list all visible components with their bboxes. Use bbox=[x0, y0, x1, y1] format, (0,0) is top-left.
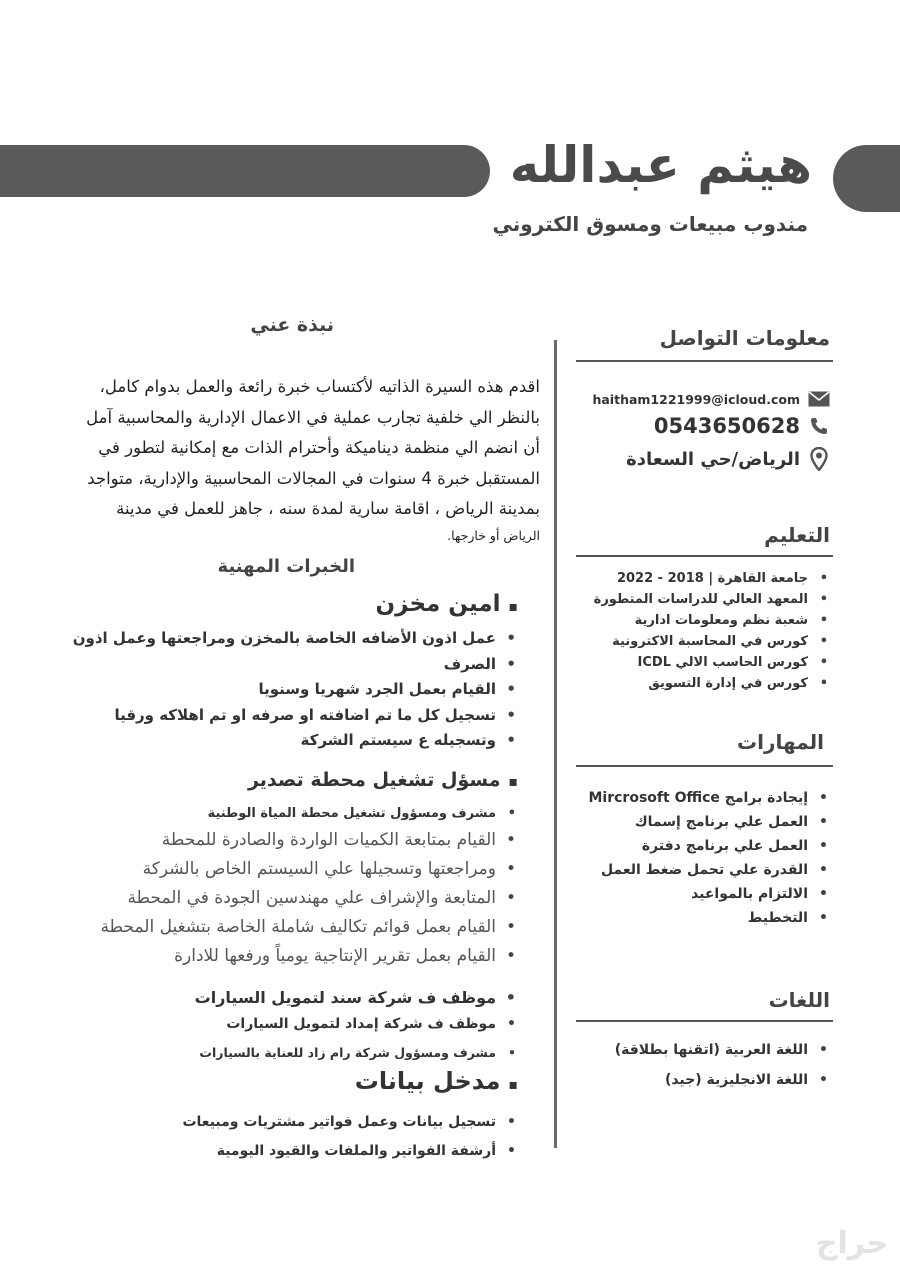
job-duty-item: • تسجيل بيانات وعمل فواتير مشتريات ومبيعات bbox=[182, 1108, 518, 1137]
skills-divider bbox=[576, 765, 833, 767]
languages-list bbox=[615, 1035, 830, 1095]
education-item: • كورس في إدارة التسويق bbox=[594, 673, 830, 694]
languages-section-title: اللغات bbox=[768, 988, 830, 1012]
about-line: المستقبل خبرة 4 سنوات في المجالات المحاسبية والإدارية، متواجد bbox=[87, 468, 540, 488]
about-text bbox=[40, 372, 540, 547]
job-duty-item: • الصرف bbox=[73, 652, 518, 678]
about-line: الرياض أو خارجها. bbox=[447, 527, 540, 543]
contact-divider bbox=[576, 360, 833, 362]
education-divider bbox=[576, 555, 833, 557]
job-duty-item: • المتابعة والإشراف علي مهندسين الجودة في المحطة bbox=[100, 884, 518, 913]
phone-icon bbox=[808, 415, 830, 437]
job-title-station: ▪ مسؤل تشغيل محطة تصدير bbox=[248, 769, 518, 791]
languages-divider bbox=[576, 1020, 833, 1022]
location-pin-icon bbox=[808, 448, 830, 470]
envelope-icon bbox=[808, 388, 830, 410]
job-duty-item: • مشرف ومسؤول تشغيل محطة المياة الوطنية bbox=[100, 802, 518, 826]
job-list-warehouse bbox=[73, 626, 518, 754]
language-item: • اللغة العربية (اتقنها بطلاقة) bbox=[615, 1035, 830, 1065]
job-list-finance bbox=[195, 984, 518, 1068]
education-item: • كورس في المحاسبة الاكترونية bbox=[594, 631, 830, 652]
job-duty-item: • وتسجيله ع سيستم الشركة bbox=[73, 728, 518, 754]
job-duty-item: • القيام بمتابعة الكميات الواردة والصادرة للمحطة bbox=[100, 826, 518, 855]
skill-item: • التخطيط bbox=[589, 906, 831, 930]
contact-email-row bbox=[592, 388, 830, 410]
job-title-warehouse: ▪ امين مخزن bbox=[376, 591, 518, 617]
job-duty-item: • القيام بعمل تقرير الإنتاجية يومياً ورفعها للادارة bbox=[100, 942, 518, 971]
job-duty-item: • تسجيل كل ما تم اضافته او صرفه او تم اهلاكه ورقيا bbox=[73, 703, 518, 729]
contact-phone-row bbox=[654, 414, 830, 438]
language-item: • اللغة الانجليزية (جيد) bbox=[615, 1065, 830, 1095]
column-divider bbox=[554, 340, 557, 1148]
education-list bbox=[594, 568, 830, 694]
about-line: بالنظر الي خلفية تجارب عملية في الاعمال الإدارية والمحاسبية آمل bbox=[86, 407, 540, 427]
job-duty-item: • مشرف ومسؤول شركة رام زاد للعناية بالسيارات bbox=[195, 1038, 518, 1068]
about-line: بمدينة الرياض ، اقامة سارية لمدة سنه ، جاهز للعمل في مدينة bbox=[116, 499, 540, 518]
education-section-title: التعليم bbox=[764, 523, 830, 547]
skills-list bbox=[589, 786, 831, 930]
skill-item: • القدرة علي تحمل ضغط العمل bbox=[589, 858, 831, 882]
job-title-data-entry: ▪ مدخل بيانات bbox=[355, 1067, 518, 1095]
contact-location-row bbox=[626, 448, 830, 470]
job-list-station bbox=[100, 802, 518, 971]
job-list-data-entry bbox=[182, 1108, 518, 1166]
candidate-name: هيثم عبدالله bbox=[509, 136, 812, 194]
header-bar-left bbox=[0, 145, 490, 197]
skills-section-title: المهارات bbox=[737, 730, 824, 754]
education-item: • شعبة نظم ومعلومات ادارية bbox=[594, 610, 830, 631]
skill-item: • العمل علي برنامج دفترة bbox=[589, 834, 831, 858]
experience-section-title: الخبرات المهنية bbox=[217, 556, 355, 577]
education-item: • المعهد العالي للدراسات المتطورة bbox=[594, 589, 830, 610]
job-duty-item: • موظف ف شركة سند لتمويل السيارات bbox=[195, 984, 518, 1011]
job-duty-item: • القيام بعمل الجرد شهريا وسنويا bbox=[73, 677, 518, 703]
job-duty-item: • أرشفة الفواتير والملفات والقيود اليومية bbox=[182, 1137, 518, 1166]
contact-email[interactable]: haitham1221999@icloud.com bbox=[592, 391, 800, 407]
skill-item: • الالتزام بالمواعيد bbox=[589, 882, 831, 906]
skill-item: • إيجادة برامج Mircrosoft Office bbox=[589, 786, 831, 810]
education-item: • جامعة القاهرة | 2018 - 2022 bbox=[594, 568, 830, 589]
skill-item: • العمل علي برنامج إسماك bbox=[589, 810, 831, 834]
about-line: أن انضم الي منظمة ديناميكة وأحترام الذات مع إمكانية لتطور في bbox=[98, 438, 540, 457]
job-duty-item: • عمل اذون الأضافه الخاصة بالمخزن ومراجعتها وعمل اذون bbox=[73, 626, 518, 652]
watermark-logo: حراج bbox=[815, 1226, 888, 1261]
job-duty-item: • ومراجعتها وتسجيلها علي السيستم الخاص بالشركة bbox=[100, 855, 518, 884]
job-duty-item: • القيام بعمل قوائم تكاليف شاملة الخاصة بتشغيل المحطة bbox=[100, 913, 518, 942]
contact-location: الرياض/حي السعادة bbox=[626, 448, 800, 470]
education-item: • كورس الحاسب الالي ICDL bbox=[594, 652, 830, 673]
job-duty-item: • موظف ف شركة إمداد لتمويل السيارات bbox=[195, 1011, 518, 1038]
candidate-job-title: مندوب مبيعات ومسوق الكتروني bbox=[492, 212, 808, 236]
contact-section-title: معلومات التواصل bbox=[659, 326, 830, 350]
about-section-title: نبذة عني bbox=[250, 314, 334, 336]
header-bar-right bbox=[833, 145, 900, 212]
contact-phone[interactable]: 0543650628 bbox=[653, 414, 800, 438]
about-line: اقدم هذه السيرة الذاتيه لأكتساب خبرة رائعة والعمل بدوام كامل، bbox=[99, 377, 540, 396]
